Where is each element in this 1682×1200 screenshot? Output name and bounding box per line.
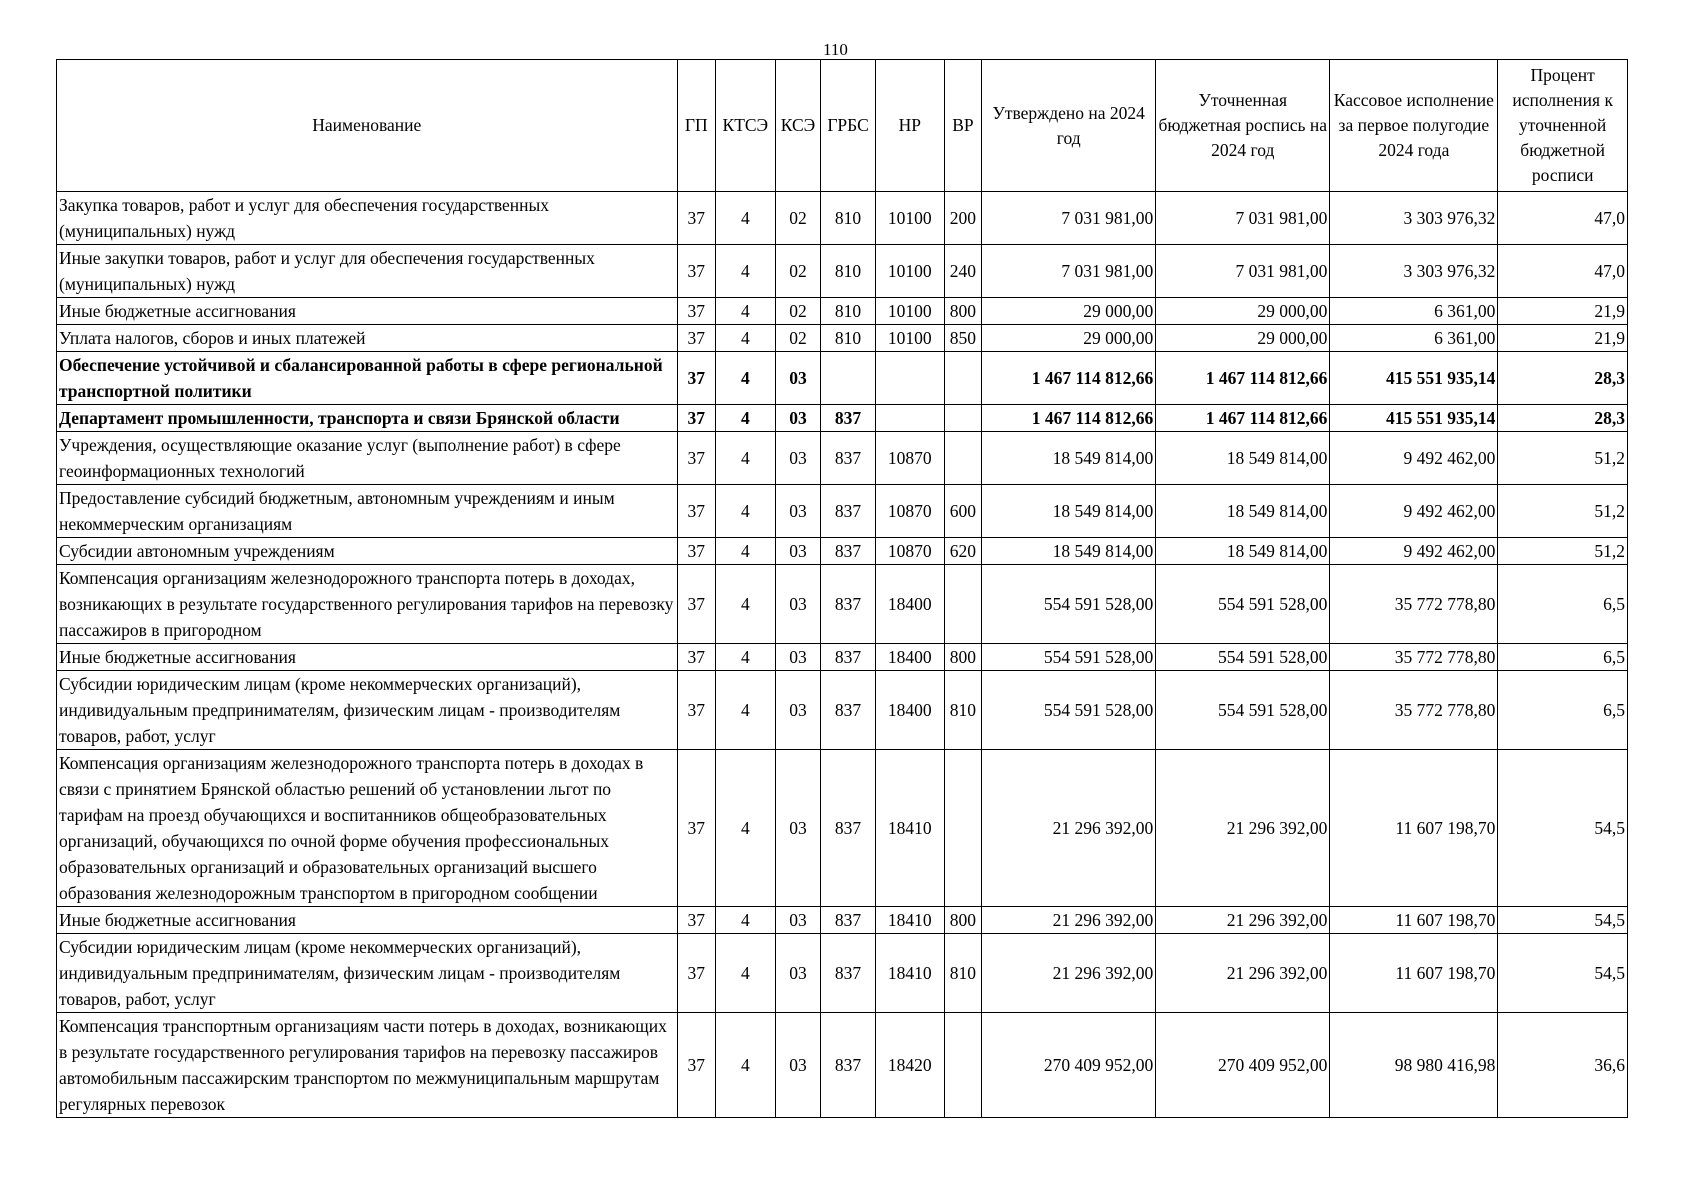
cell-grbs: 810 — [821, 245, 876, 298]
cell-gp: 37 — [677, 405, 715, 432]
cell-nr: 18420 — [875, 1013, 944, 1118]
cell-cash: 3 303 976,32 — [1330, 245, 1498, 298]
table-body — [57, 192, 1628, 1118]
table-header-row — [57, 60, 1628, 192]
cell-kse: 03 — [775, 907, 821, 934]
table-row — [57, 565, 1628, 644]
cell-ktse: 4 — [715, 405, 775, 432]
table-row — [57, 192, 1628, 245]
cell-cash: 11 607 198,70 — [1330, 934, 1498, 1013]
table-row — [57, 352, 1628, 405]
cell-percent: 47,0 — [1498, 192, 1628, 245]
cell-gp: 37 — [677, 907, 715, 934]
cell-vr: 800 — [944, 907, 981, 934]
table-row — [57, 432, 1628, 485]
cell-nr: 18400 — [875, 565, 944, 644]
header-cash: Кассовое исполнение за первое полугодие 2024 года — [1330, 60, 1498, 192]
cell-nr: 18400 — [875, 671, 944, 750]
table-row — [57, 671, 1628, 750]
table-row — [57, 325, 1628, 352]
cell-approved: 7 031 981,00 — [982, 192, 1156, 245]
cell-refined: 18 549 814,00 — [1156, 538, 1330, 565]
cell-percent: 6,5 — [1498, 644, 1628, 671]
cell-kse: 03 — [775, 671, 821, 750]
cell-ktse: 4 — [715, 485, 775, 538]
table-row — [57, 298, 1628, 325]
cell-nr: 10870 — [875, 485, 944, 538]
cell-cash: 11 607 198,70 — [1330, 907, 1498, 934]
cell-percent: 47,0 — [1498, 245, 1628, 298]
header-kse: КСЭ — [775, 60, 821, 192]
cell-nr: 10100 — [875, 325, 944, 352]
header-percent: Процент исполнения к уточненной бюджетной росписи — [1498, 60, 1628, 192]
cell-grbs: 837 — [821, 538, 876, 565]
header-refined: Уточненная бюджетная роспись на 2024 год — [1156, 60, 1330, 192]
cell-kse: 02 — [775, 325, 821, 352]
cell-refined: 7 031 981,00 — [1156, 192, 1330, 245]
cell-kse: 03 — [775, 1013, 821, 1118]
table-row — [57, 245, 1628, 298]
cell-vr: 600 — [944, 485, 981, 538]
cell-approved: 18 549 814,00 — [982, 538, 1156, 565]
cell-vr — [944, 405, 981, 432]
cell-refined: 270 409 952,00 — [1156, 1013, 1330, 1118]
cell-grbs: 837 — [821, 644, 876, 671]
cell-name: Компенсация организациям железнодорожного транспорта потерь в доходах в связи с принятием Брянской областью решений об установлении льгот по тарифам на проезд обучающихся и воспитанников общеобразовательных организаций, обучающихся по очной форме обучения профессиональных образовательных организаций и образовательных организаций высшего образования железнодорожным транспортом в пригородном сообщении — [57, 750, 678, 907]
cell-percent: 21,9 — [1498, 325, 1628, 352]
cell-percent: 6,5 — [1498, 671, 1628, 750]
cell-ktse: 4 — [715, 671, 775, 750]
cell-cash: 415 551 935,14 — [1330, 352, 1498, 405]
budget-table — [56, 59, 1628, 1118]
cell-cash: 9 492 462,00 — [1330, 538, 1498, 565]
cell-vr: 800 — [944, 298, 981, 325]
table-row — [57, 485, 1628, 538]
header-name: Наименование — [57, 60, 678, 192]
cell-nr: 18410 — [875, 934, 944, 1013]
cell-cash: 11 607 198,70 — [1330, 750, 1498, 907]
table-row — [57, 644, 1628, 671]
cell-vr — [944, 432, 981, 485]
cell-name: Предоставление субсидий бюджетным, автономным учреждениям и иным некоммерческим организациям — [57, 485, 678, 538]
cell-approved: 270 409 952,00 — [982, 1013, 1156, 1118]
cell-name: Уплата налогов, сборов и иных платежей — [57, 325, 678, 352]
cell-grbs: 837 — [821, 485, 876, 538]
cell-gp: 37 — [677, 644, 715, 671]
cell-grbs: 837 — [821, 907, 876, 934]
cell-kse: 02 — [775, 245, 821, 298]
cell-refined: 1 467 114 812,66 — [1156, 352, 1330, 405]
cell-name: Компенсация организациям железнодорожного транспорта потерь в доходах, возникающих в результате государственного регулирования тарифов на перевозку пассажиров в пригородном — [57, 565, 678, 644]
cell-cash: 9 492 462,00 — [1330, 432, 1498, 485]
cell-approved: 21 296 392,00 — [982, 934, 1156, 1013]
cell-refined: 554 591 528,00 — [1156, 671, 1330, 750]
cell-kse: 03 — [775, 432, 821, 485]
cell-name: Иные бюджетные ассигнования — [57, 644, 678, 671]
cell-gp: 37 — [677, 192, 715, 245]
cell-kse: 03 — [775, 405, 821, 432]
cell-kse: 03 — [775, 750, 821, 907]
cell-name: Субсидии юридическим лицам (кроме некоммерческих организаций), индивидуальным предпринимателям, физическим лицам - производителям товаров, работ, услуг — [57, 934, 678, 1013]
cell-percent: 21,9 — [1498, 298, 1628, 325]
cell-grbs: 810 — [821, 325, 876, 352]
cell-cash: 415 551 935,14 — [1330, 405, 1498, 432]
cell-kse: 03 — [775, 538, 821, 565]
cell-percent: 54,5 — [1498, 907, 1628, 934]
cell-grbs: 837 — [821, 934, 876, 1013]
cell-percent: 28,3 — [1498, 352, 1628, 405]
cell-vr: 800 — [944, 644, 981, 671]
cell-kse: 03 — [775, 644, 821, 671]
cell-ktse: 4 — [715, 192, 775, 245]
cell-name: Обеспечение устойчивой и сбалансированной работы в сфере региональной транспортной политики — [57, 352, 678, 405]
cell-nr — [875, 352, 944, 405]
cell-gp: 37 — [677, 538, 715, 565]
cell-gp: 37 — [677, 565, 715, 644]
cell-vr — [944, 565, 981, 644]
cell-ktse: 4 — [715, 245, 775, 298]
cell-approved: 554 591 528,00 — [982, 671, 1156, 750]
cell-refined: 21 296 392,00 — [1156, 934, 1330, 1013]
header-approved: Утверждено на 2024 год — [982, 60, 1156, 192]
cell-ktse: 4 — [715, 750, 775, 907]
cell-gp: 37 — [677, 325, 715, 352]
cell-grbs: 837 — [821, 750, 876, 907]
cell-nr: 10870 — [875, 538, 944, 565]
table-row — [57, 538, 1628, 565]
cell-cash: 35 772 778,80 — [1330, 644, 1498, 671]
cell-gp: 37 — [677, 485, 715, 538]
cell-nr — [875, 405, 944, 432]
cell-gp: 37 — [677, 298, 715, 325]
cell-ktse: 4 — [715, 352, 775, 405]
cell-refined: 554 591 528,00 — [1156, 644, 1330, 671]
cell-grbs: 837 — [821, 671, 876, 750]
cell-kse: 03 — [775, 565, 821, 644]
cell-nr: 18410 — [875, 750, 944, 907]
cell-grbs: 837 — [821, 432, 876, 485]
cell-percent: 51,2 — [1498, 432, 1628, 485]
cell-nr: 10100 — [875, 245, 944, 298]
cell-name: Департамент промышленности, транспорта и связи Брянской области — [57, 405, 678, 432]
cell-approved: 29 000,00 — [982, 298, 1156, 325]
cell-grbs: 810 — [821, 298, 876, 325]
cell-approved: 18 549 814,00 — [982, 485, 1156, 538]
cell-kse: 02 — [775, 192, 821, 245]
cell-gp: 37 — [677, 245, 715, 298]
cell-gp: 37 — [677, 671, 715, 750]
cell-vr — [944, 1013, 981, 1118]
cell-grbs: 837 — [821, 1013, 876, 1118]
cell-nr: 10870 — [875, 432, 944, 485]
cell-ktse: 4 — [715, 644, 775, 671]
cell-grbs: 810 — [821, 192, 876, 245]
cell-name: Учреждения, осуществляющие оказание услуг (выполнение работ) в сфере геоинформационных технологий — [57, 432, 678, 485]
table-row — [57, 1013, 1628, 1118]
cell-percent: 28,3 — [1498, 405, 1628, 432]
cell-approved: 554 591 528,00 — [982, 565, 1156, 644]
cell-vr: 620 — [944, 538, 981, 565]
cell-refined: 1 467 114 812,66 — [1156, 405, 1330, 432]
cell-refined: 7 031 981,00 — [1156, 245, 1330, 298]
cell-cash: 98 980 416,98 — [1330, 1013, 1498, 1118]
cell-name: Закупка товаров, работ и услуг для обеспечения государственных (муниципальных) нужд — [57, 192, 678, 245]
cell-vr: 850 — [944, 325, 981, 352]
cell-cash: 35 772 778,80 — [1330, 565, 1498, 644]
cell-percent: 51,2 — [1498, 538, 1628, 565]
cell-vr: 810 — [944, 671, 981, 750]
cell-name: Иные бюджетные ассигнования — [57, 298, 678, 325]
cell-percent: 54,5 — [1498, 750, 1628, 907]
cell-ktse: 4 — [715, 934, 775, 1013]
cell-kse: 03 — [775, 485, 821, 538]
cell-nr: 18400 — [875, 644, 944, 671]
cell-gp: 37 — [677, 352, 715, 405]
cell-name: Иные бюджетные ассигнования — [57, 907, 678, 934]
cell-gp: 37 — [677, 1013, 715, 1118]
cell-refined: 18 549 814,00 — [1156, 485, 1330, 538]
cell-kse: 03 — [775, 352, 821, 405]
cell-approved: 21 296 392,00 — [982, 907, 1156, 934]
cell-grbs: 837 — [821, 405, 876, 432]
cell-nr: 10100 — [875, 192, 944, 245]
cell-name: Субсидии автономным учреждениям — [57, 538, 678, 565]
cell-grbs: 837 — [821, 565, 876, 644]
cell-percent: 51,2 — [1498, 485, 1628, 538]
cell-refined: 29 000,00 — [1156, 298, 1330, 325]
cell-refined: 21 296 392,00 — [1156, 750, 1330, 907]
table-row — [57, 750, 1628, 907]
table-row — [57, 934, 1628, 1013]
cell-ktse: 4 — [715, 907, 775, 934]
cell-ktse: 4 — [715, 298, 775, 325]
page-number: 110 — [823, 40, 848, 59]
cell-ktse: 4 — [715, 565, 775, 644]
table-row — [57, 405, 1628, 432]
cell-vr — [944, 750, 981, 907]
table-row — [57, 907, 1628, 934]
cell-percent: 6,5 — [1498, 565, 1628, 644]
cell-approved: 554 591 528,00 — [982, 644, 1156, 671]
header-grbs: ГРБС — [821, 60, 876, 192]
cell-nr: 10100 — [875, 298, 944, 325]
cell-ktse: 4 — [715, 432, 775, 485]
cell-name: Субсидии юридическим лицам (кроме некоммерческих организаций), индивидуальным предпринимателям, физическим лицам - производителям товаров, работ, услуг — [57, 671, 678, 750]
cell-vr — [944, 352, 981, 405]
cell-ktse: 4 — [715, 538, 775, 565]
header-nr: НР — [875, 60, 944, 192]
cell-cash: 6 361,00 — [1330, 298, 1498, 325]
cell-percent: 36,6 — [1498, 1013, 1628, 1118]
cell-refined: 554 591 528,00 — [1156, 565, 1330, 644]
cell-percent: 54,5 — [1498, 934, 1628, 1013]
cell-gp: 37 — [677, 432, 715, 485]
cell-name: Компенсация транспортным организациям части потерь в доходах, возникающих в результате государственного регулирования тарифов на перевозку пассажиров автомобильным пассажирским транспортом по межмуниципальным маршрутам регулярных перевозок — [57, 1013, 678, 1118]
cell-vr: 240 — [944, 245, 981, 298]
cell-ktse: 4 — [715, 325, 775, 352]
cell-grbs — [821, 352, 876, 405]
cell-nr: 18410 — [875, 907, 944, 934]
header-gp: ГП — [677, 60, 715, 192]
cell-kse: 03 — [775, 934, 821, 1013]
cell-approved: 1 467 114 812,66 — [982, 405, 1156, 432]
cell-cash: 35 772 778,80 — [1330, 671, 1498, 750]
cell-approved: 7 031 981,00 — [982, 245, 1156, 298]
cell-cash: 6 361,00 — [1330, 325, 1498, 352]
cell-approved: 29 000,00 — [982, 325, 1156, 352]
cell-refined: 29 000,00 — [1156, 325, 1330, 352]
cell-gp: 37 — [677, 750, 715, 907]
cell-name: Иные закупки товаров, работ и услуг для обеспечения государственных (муниципальных) нужд — [57, 245, 678, 298]
cell-refined: 21 296 392,00 — [1156, 907, 1330, 934]
cell-vr: 200 — [944, 192, 981, 245]
cell-refined: 18 549 814,00 — [1156, 432, 1330, 485]
header-ktse: КТСЭ — [715, 60, 775, 192]
cell-kse: 02 — [775, 298, 821, 325]
header-vr: ВР — [944, 60, 981, 192]
cell-approved: 1 467 114 812,66 — [982, 352, 1156, 405]
cell-ktse: 4 — [715, 1013, 775, 1118]
cell-gp: 37 — [677, 934, 715, 1013]
cell-cash: 3 303 976,32 — [1330, 192, 1498, 245]
cell-vr: 810 — [944, 934, 981, 1013]
cell-approved: 18 549 814,00 — [982, 432, 1156, 485]
cell-approved: 21 296 392,00 — [982, 750, 1156, 907]
cell-cash: 9 492 462,00 — [1330, 485, 1498, 538]
